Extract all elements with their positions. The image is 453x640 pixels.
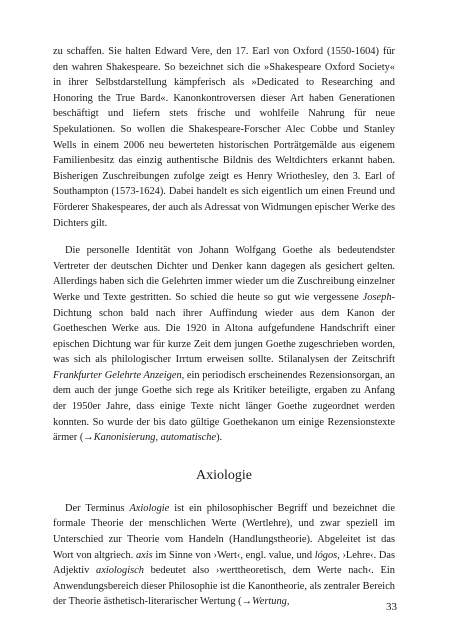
text-run: zu schaffen. Sie halten Edward Vere, den 17. Earl von Oxford (1550-1604) für den wahren Shakespeare. So bezeichnet sich die »Shakespeare Oxford Society« in ihrer Selbstdarstellung kämpferisch als »Dedicated to Researching and Honoring the True Bard«. Kanonkontroversen dieser Art haben Generationen beschäftigt und liefern stets frische und wohlfeile Nahrung für neue Spekulationen. So wollen die Shakespeare-Forscher Alec Cobbe und Stanley Wells in einem 2006 neu bewerteten historischen Porträtgemälde aus eigenem Familienbesitz das einzig authentische Bildnis des Weltdichters erkannt haben. Bisherigen Zuschreibungen zufolge zeigt es Henry Wriothesley, den 3. Earl of Southampton (1573-1624). Dabei handelt es sich eigentlich um einen Freund und Förderer Shakespeares, der auch als Adressat von Widmungen epischer Werke des Dichters gilt. — [53, 46, 396, 229]
text-run: , ein periodisch erscheinendes Rezensionsorgan, an dem auch der junge Goethe sich rege als Kritiker beteiligte, ergaben zu Anfang der 1950er Jahre, dass einige Texte nicht länger Goethe zugeordnet werden konnten. So wurde der bis dato gültige Goethekanon um einige Rezensionstexte ärmer (→ — [53, 369, 395, 444]
italic-run: axis — [135, 549, 153, 561]
page-number: 33 — [386, 601, 397, 613]
text-run: im Sinne von ›Wert‹, engl. value, und — [152, 549, 315, 561]
body-text — [53, 44, 395, 610]
text-run: ist ein philosophischer Begriff und bezeichnet die formale Theorie der menschlichen Werte (Wertlehre), und zwar speziell im Unterschied zur Theorie vom Handeln (Handlungstheorie). Abgeleitet ist das Wort von altgriech. — [53, 502, 395, 561]
text-run: Die personelle Identität von Johann Wolfgang Goethe als bedeutendster Vertreter der deutschen Dichter und Denker kann dagegen als gesichert gelten. Allerdings haben sich die Gelehrten immer wieder um die Zuschreibung einzelner Werke und Texte gestritten. So schied die heute so gut wie vergessene — [53, 245, 395, 303]
italic-run: lógos — [314, 549, 338, 561]
text-run: ). — [216, 432, 223, 444]
italic-run: Kanonisierung, automatische — [93, 432, 217, 444]
paragraph-2 — [53, 243, 395, 446]
italic-run: Axiologie — [129, 502, 170, 514]
italic-run: axiologisch — [96, 565, 144, 577]
paragraph-1 — [53, 44, 395, 231]
text-run: -Dichtung schon bald nach ihrer Auffindung wieder aus dem Kanon der Goetheschen Werke aus. Die 1920 in Altona aufgefundene Handschrift einer epischen Dichtung war für kurze Zeit dem jungen Goethe zugeschrieben worden, was sich als philologischer Irrtum erweisen sollte. Stilanalysen der Zeitschrift — [53, 291, 395, 366]
italic-run: Wertung, — [252, 596, 290, 608]
text-run: bedeutet also ›werttheoretisch, dem Werte nach‹. Ein Anwendungsbereich dieser Philosophie ist die Kanontheorie, als zentraler Bereich der Theorie ästhetisch-literarischer Wertung (→ — [53, 565, 395, 608]
text-run: Der Terminus — [65, 502, 130, 514]
italic-run: Joseph — [362, 291, 392, 303]
section-heading: Axiologie — [196, 467, 252, 483]
paragraph-3 — [53, 501, 395, 610]
italic-run: Frankfurter Gelehrte Anzeigen — [53, 369, 182, 381]
text-run: , ›Lehre‹. Das Adjektiv — [53, 549, 395, 577]
